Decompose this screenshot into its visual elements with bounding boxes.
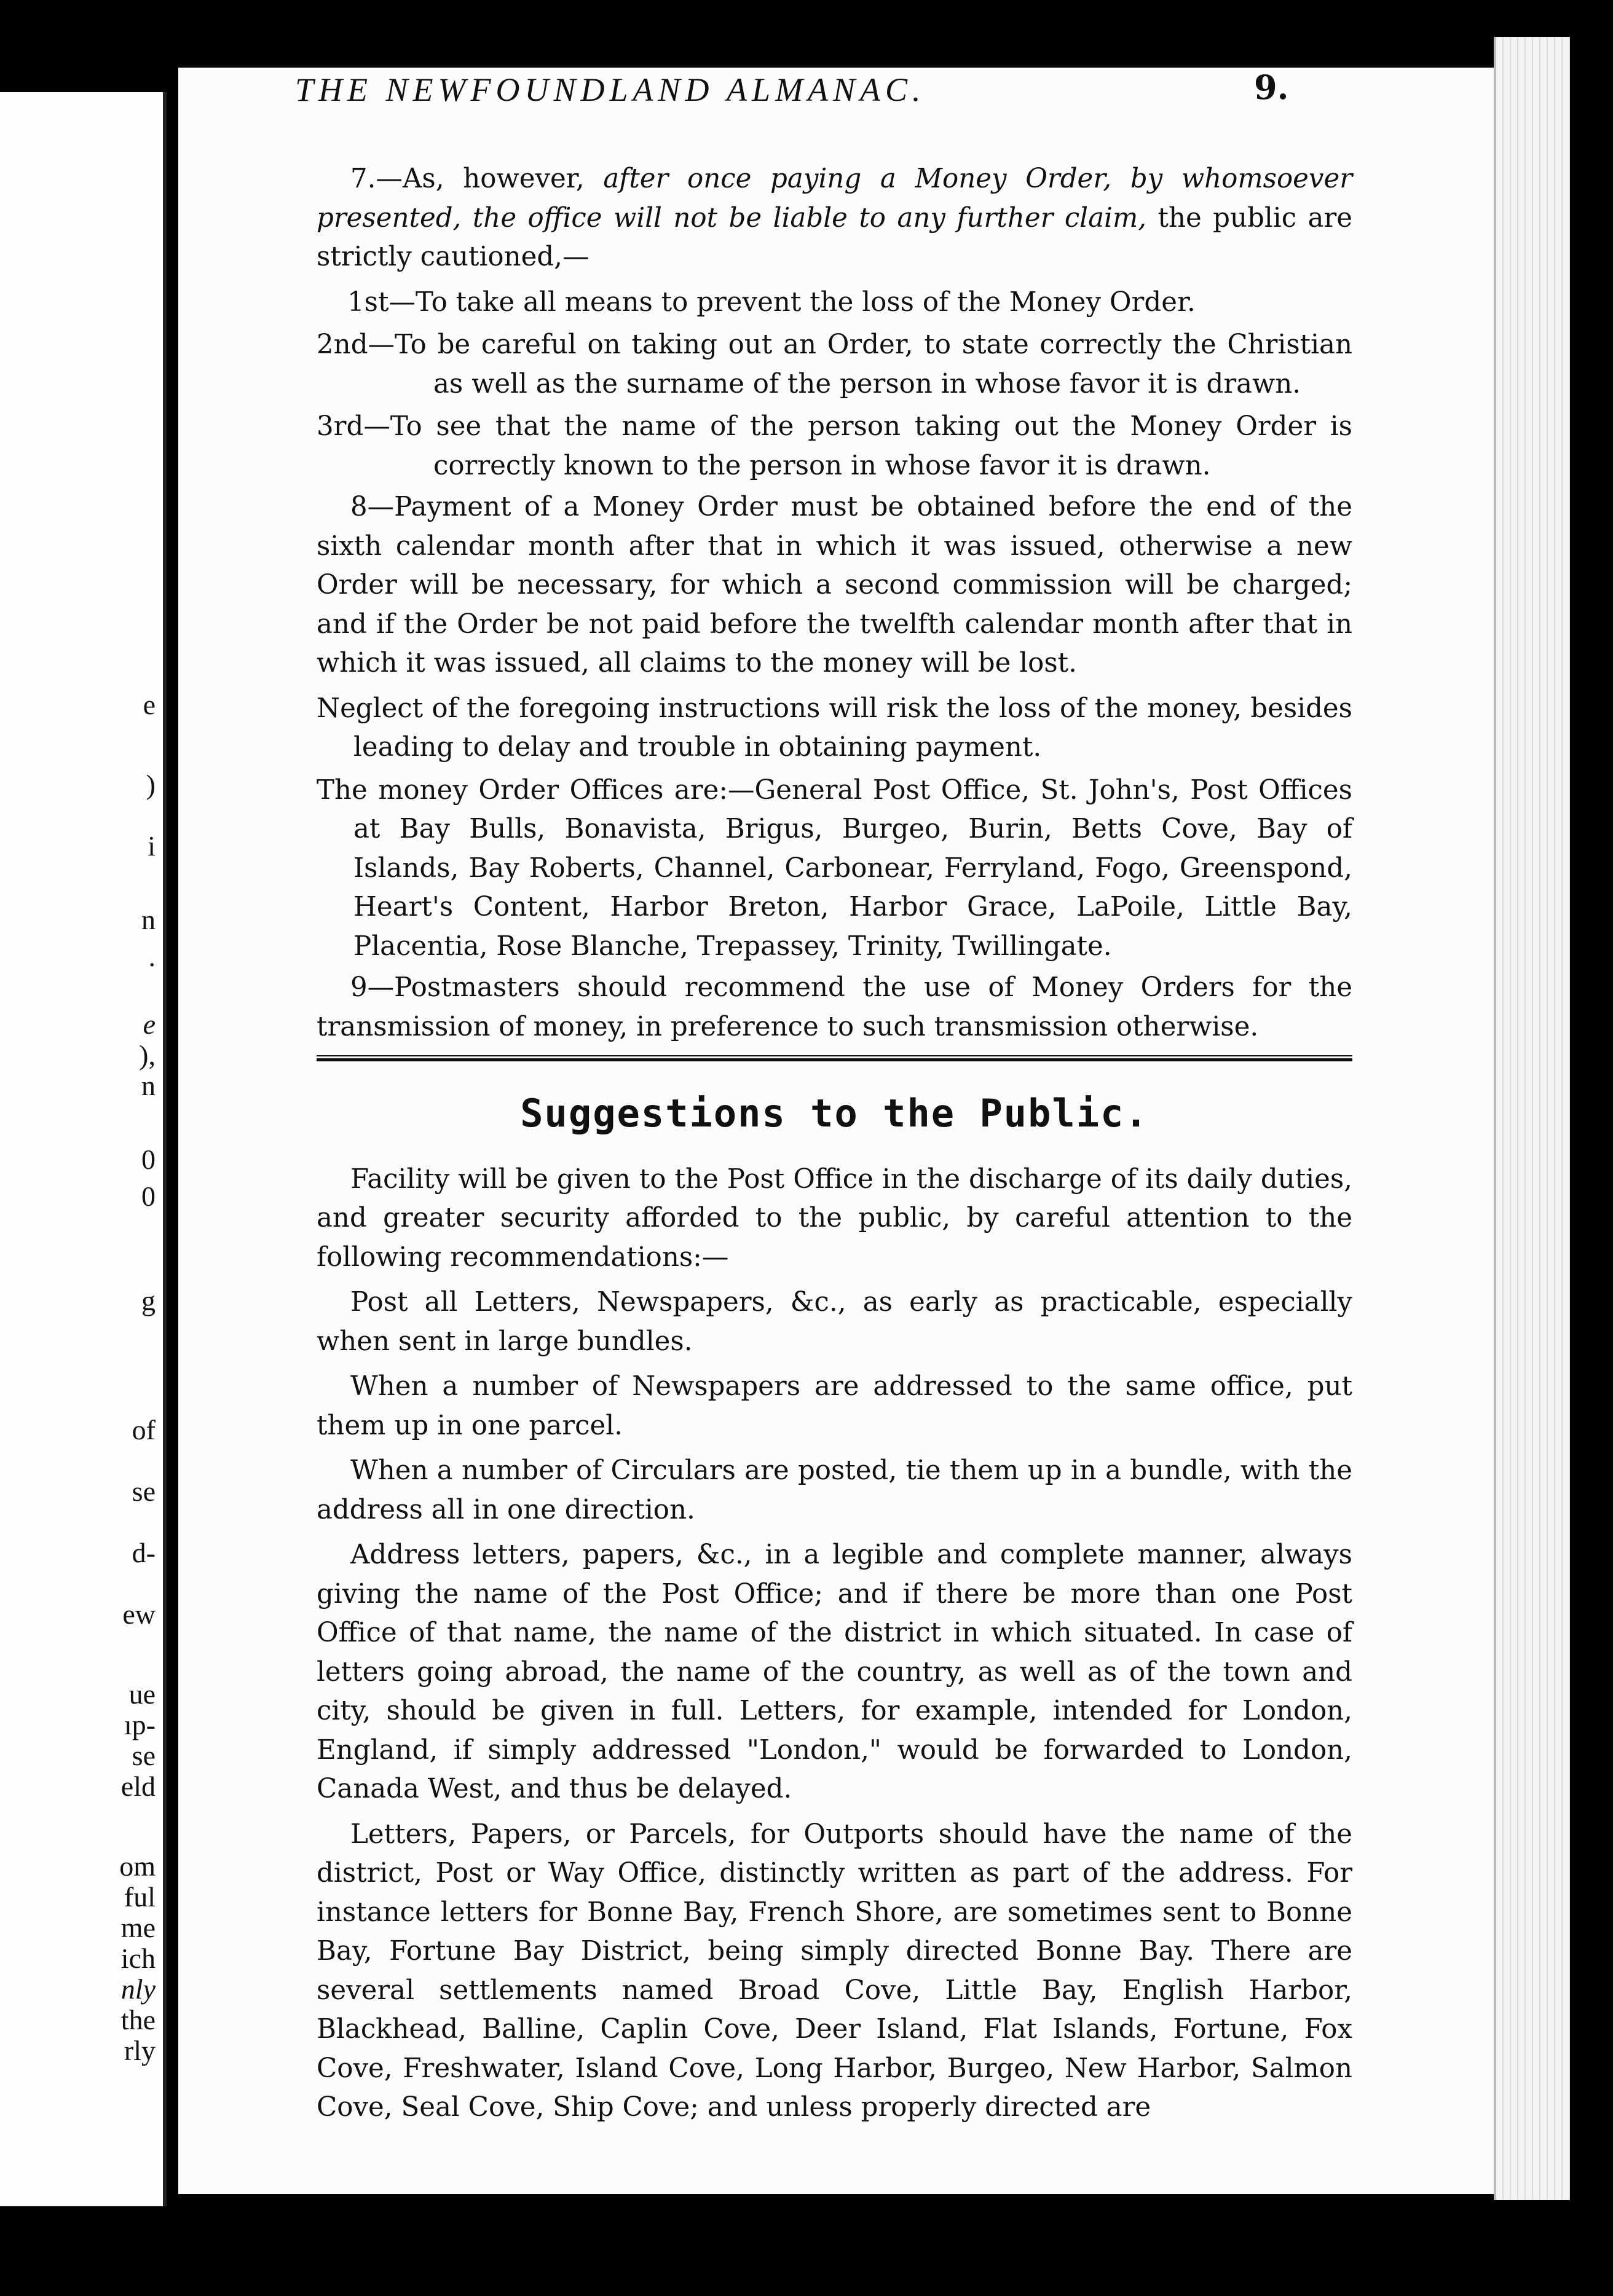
caution-item-3: 3rd—To see that the name of the person taking out the Money Order is correctly known to the person in whose favor it is drawn. — [317, 411, 1352, 481]
suggestion-3: When a number of Circulars are posted, tie them up in a bundle, with the address all in one direction. — [317, 1455, 1352, 1525]
page-stack-edge — [1494, 37, 1570, 2200]
facing-page-fragment: se — [132, 1476, 156, 1507]
facing-page-fragment: i — [148, 830, 156, 862]
facing-page-fragment: ful — [124, 1881, 156, 1913]
facing-page-fragment: e — [143, 1008, 156, 1040]
suggestion-5: Letters, Papers, or Parcels, for Outports should have the name of the district, Post or Way Office, distinctly written as part of the address. For instance letters for Bonne Bay, French Shore, are sometimes sent to Bonne Bay, Fortune Bay District, being simply directed Bonne Bay. There are several settlements named Broad Cove, Little Bay, English Harbor, Blackhead, Balline, Caplin Cove, Deer Island, Flat Islands, Fortune, Fox Cove, Freshwater, Island Cove, Long Harbor, Burgeo, New Harbor, Salmon Cove, Seal Cove, Ship Cove; and unless properly directed are — [317, 1818, 1352, 2123]
facing-page-fragment: n — [141, 904, 156, 935]
facing-page-fragment: 0 — [141, 1144, 156, 1175]
facing-page-fragment: g — [141, 1285, 156, 1316]
facing-page-fragment: 0 — [141, 1181, 156, 1212]
facing-page-fragment: se — [132, 1740, 156, 1771]
facing-page-fragment: the — [120, 2004, 156, 2035]
caution-item-2: 2nd—To be careful on taking out an Order, to state correctly the Christian as well as the surname of the person in whose favor it is drawn. — [317, 329, 1352, 399]
facing-page-fragment: ) — [146, 769, 156, 800]
paragraph-7: 7.—As, however, after once paying a Money Order, by whomsoever presented, the office will not be liable to any further claim, the public are strictly cautioned,— — [317, 163, 1353, 272]
suggestion-1: Post all Letters, Newspapers, &c., as early as practicable, especially when sent in large bundles. — [317, 1287, 1352, 1357]
facing-page-fragment: ), — [139, 1039, 156, 1071]
suggestion-2: When a number of Newspapers are addressed to the same office, put them up in one parcel. — [317, 1371, 1352, 1441]
facing-page-fragment: ich — [120, 1943, 156, 1974]
facing-page-fragment: eld — [120, 1771, 156, 1802]
page-body — [317, 160, 1352, 2134]
caution-item-1: 1st—To take all means to prevent the loss of the Money Order. — [347, 286, 1196, 318]
paragraph-8: 8—Payment of a Money Order must be obtained before the end of the sixth calendar month after that in which it was issued, otherwise a new Order will be necessary, for which a second commission will be charged; and if the Order be not paid before the twelfth calendar month after that in which it was issued, all claims to the money will be lost. — [317, 492, 1352, 678]
facing-page-fragment: rly — [124, 2035, 156, 2066]
facing-page-fragment: d- — [132, 1537, 156, 1568]
facing-page-fragment: . — [148, 941, 156, 972]
page-number: 9. — [1254, 68, 1289, 107]
section-heading: Suggestions to the Public. — [520, 1091, 1149, 1136]
paragraph-9: 9—Postmasters should recommend the use of Money Orders for the transmission of money, in preference to such transmission otherwise. — [317, 972, 1352, 1042]
facing-page-fragment: ew — [122, 1598, 156, 1630]
neglect-paragraph: Neglect of the foregoing instructions will risk the loss of the money, besides leading to delay and trouble in obtaining payment. — [317, 693, 1352, 763]
facing-page-edge — [0, 92, 167, 2206]
facing-page-fragment: nly — [120, 1973, 156, 2005]
facing-page-fragment: n — [141, 1070, 156, 1101]
money-order-offices: The money Order Offices are:—General Post Office, St. John's, Post Offices at Bay Bulls, Bonavista, Brigus, Burgeo, Burin, Betts Cove, Bay of Islands, Bay Roberts, Channel, Carbonear, Ferryland, Fogo, Greenspond, Heart's Content, Harbor Breton, Harbor Grace, LaPoile, Little Bay, Placentia, Rose Blanche, Trepassey, Trinity, Twillingate. — [317, 774, 1352, 962]
facing-page-fragment: e — [143, 689, 156, 720]
facing-page-fragment: ıp- — [124, 1709, 156, 1740]
suggestion-4: Address letters, papers, &c., in a legible and complete manner, always giving the name of the Post Office; and if there be more than one Post Office of that name, the name of the district in which situated. In case of letters going abroad, the name of the country, as well as of the town and city, should be given in full. Letters, for example, intended for London, England, if simply addressed "London," would be forwarded to London, Canada West, and thus be delayed. — [317, 1539, 1352, 1805]
facing-page-fragment: om — [119, 1850, 156, 1882]
paragraph-7-italic: after once paying a Money Order, by whomsoever presented, the office will not be liable to any further claim, — [317, 163, 1352, 234]
running-title: THE NEWFOUNDLAND ALMANAC. — [295, 71, 926, 108]
section-divider — [317, 1055, 1352, 1061]
facing-page-fragment: ue — [128, 1678, 156, 1710]
suggestions-intro: Facility will be given to the Post Office in the discharge of its daily duties, and greater security afforded to the public, by careful attention to the following recommendations:— — [317, 1163, 1352, 1273]
facing-page-fragment: me — [120, 1912, 156, 1943]
facing-page-fragment: of — [132, 1414, 156, 1445]
